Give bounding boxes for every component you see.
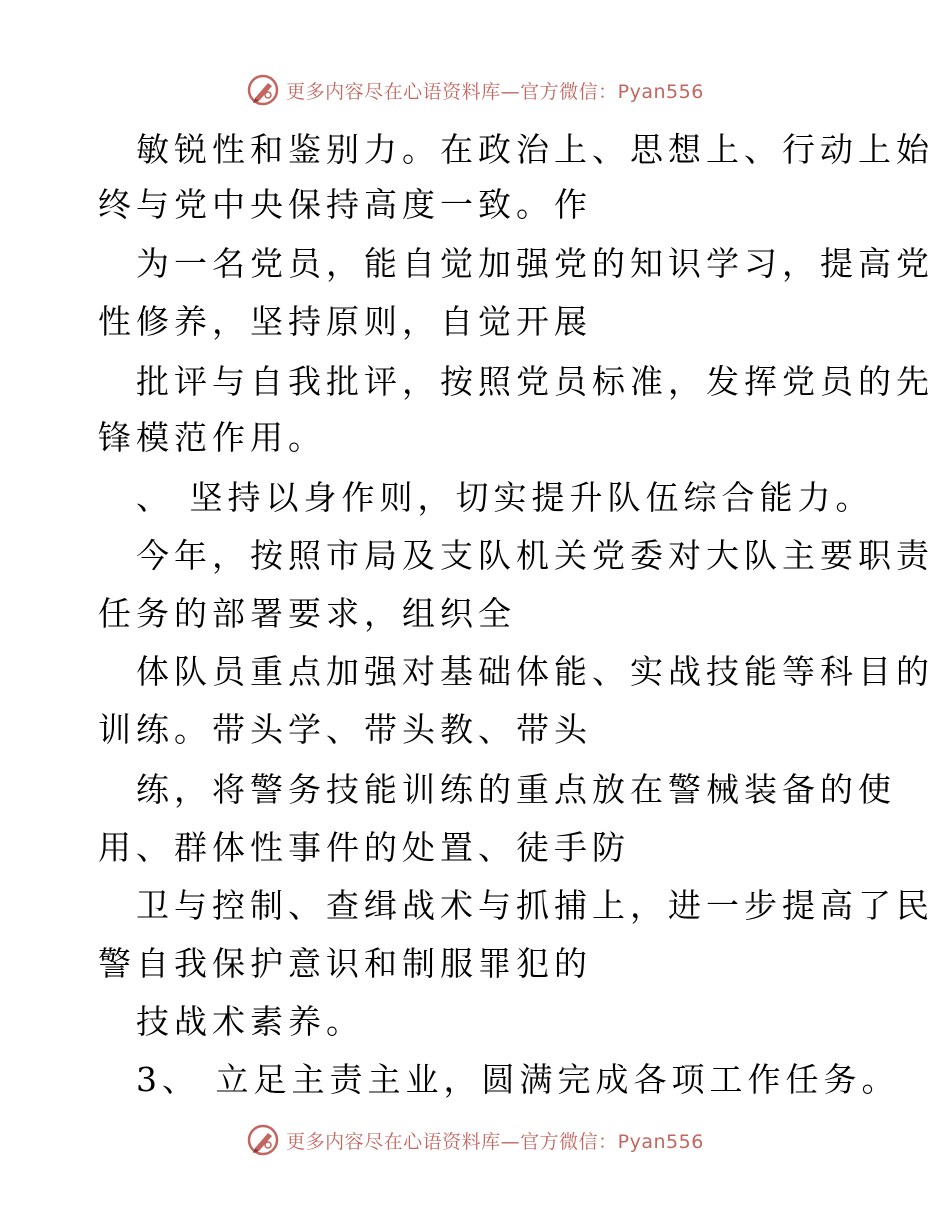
- body-line: 任务的部署要求，组织全: [98, 594, 516, 633]
- body-line: 练，将警务技能训练的重点放在警械装备的使: [136, 770, 896, 809]
- pen-logo-icon: [246, 73, 280, 107]
- footer-banner: [0, 1118, 950, 1162]
- body-line: 今年，按照市局及支队机关党委对大队主要职责: [136, 536, 934, 575]
- body-line: 3、 立足主责主业，圆满完成各项工作任务。: [136, 1060, 900, 1099]
- body-line: 用、群体性事件的处置、徒手防: [98, 828, 630, 867]
- body-line: 训练。带头学、带头教、带头: [98, 710, 592, 749]
- body-line: 敏锐性和鉴别力。在政治上、思想上、行动上始: [136, 130, 934, 169]
- header-banner: [0, 68, 950, 112]
- body-line: 警自我保护意识和制服罪犯的: [98, 944, 592, 983]
- body-line: 卫与控制、查缉战术与抓捕上，进一步提高了民: [136, 886, 934, 925]
- footer-text: 更多内容尽在心语资料库—官方微信：Pyan556: [286, 1130, 704, 1153]
- body-line: 批评与自我批评，按照党员标准，发挥党员的先: [136, 362, 934, 401]
- pen-logo-icon: [246, 1123, 280, 1157]
- body-line: 技战术素养。: [136, 1002, 364, 1041]
- body-line: 性修养，坚持原则，自觉开展: [98, 302, 592, 341]
- body-line: 、 坚持以身作则，切实提升队伍综合能力。: [136, 478, 874, 517]
- body-line: 体队员重点加强对基础体能、实战技能等科目的: [136, 652, 934, 691]
- body-line: 锋模范作用。: [98, 418, 326, 457]
- body-line: 为一名党员，能自觉加强党的知识学习，提高党: [136, 244, 934, 283]
- body-line: 终与党中央保持高度一致。作: [98, 185, 592, 224]
- header-text: 更多内容尽在心语资料库—官方微信：Pyan556: [286, 80, 704, 103]
